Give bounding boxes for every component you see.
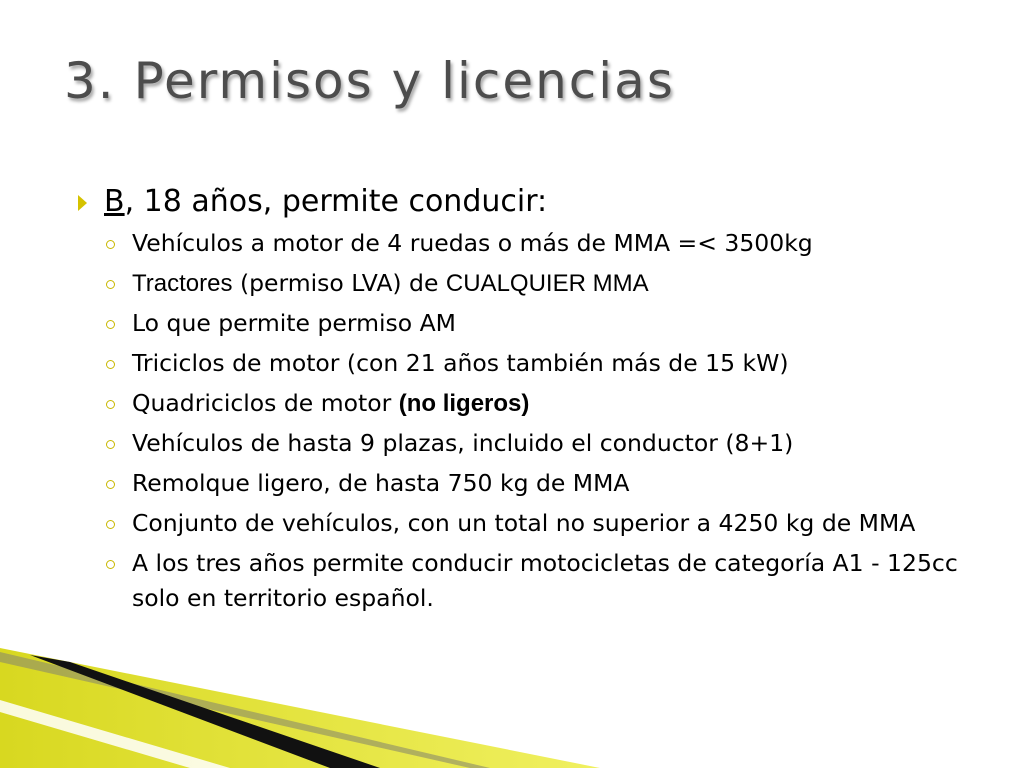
sub-item [76, 266, 976, 301]
sub-item [76, 226, 976, 261]
sub-item-text: Triciclos de motor (con 21 años también más de 15 kW) [132, 349, 789, 377]
sub-item [76, 346, 976, 381]
main-item-text: , 18 años, permite conducir: [124, 184, 548, 219]
sub-item-text: CUALQUIER MMA [445, 270, 649, 297]
gray-wedge [0, 652, 490, 768]
sub-item [76, 426, 976, 461]
white-stripe [0, 700, 230, 768]
circle-bullet-icon [106, 480, 115, 489]
sub-item [76, 306, 976, 341]
content-area [76, 180, 976, 621]
sub-item-text: (permiso LVA) de [232, 269, 446, 297]
page-title: 3. Permisos y licencias [64, 52, 675, 110]
sub-item-text: Quadriciclos de motor [132, 389, 399, 417]
sub-item-text: A los tres años permite conducir motocicletas de categoría A1 - 125cc solo en territorio español. [132, 549, 958, 612]
triangle-bullet-icon [78, 195, 87, 211]
sub-item-text: Tractores [132, 270, 233, 297]
black-stripe [30, 655, 380, 768]
sub-item-text: Conjunto de vehículos, con un total no superior a 4250 kg de MMA [132, 509, 916, 537]
sub-item-text: Lo que permite permiso AM [132, 309, 456, 337]
sub-item-text: (no ligeros) [398, 390, 530, 417]
main-bullet-item [76, 180, 976, 224]
sub-item [76, 466, 976, 501]
sub-item [76, 546, 976, 616]
circle-bullet-icon [106, 320, 115, 329]
license-letter: B [104, 184, 125, 219]
sub-item [76, 386, 976, 421]
circle-bullet-icon [106, 440, 115, 449]
circle-bullet-icon [106, 520, 115, 529]
circle-bullet-icon [106, 560, 115, 569]
circle-bullet-icon [106, 400, 115, 409]
sub-item-list [76, 226, 976, 616]
sub-item-text: Vehículos de hasta 9 plazas, incluido el conductor (8+1) [132, 429, 794, 457]
circle-bullet-icon [106, 240, 115, 249]
circle-bullet-icon [106, 280, 115, 289]
yellow-wedge [0, 648, 600, 768]
circle-bullet-icon [106, 360, 115, 369]
sub-item-text: Vehículos a motor de 4 ruedas o más de MMA =< 3500kg [132, 229, 813, 257]
sub-item-text: Remolque ligero, de hasta 750 kg de MMA [132, 469, 630, 497]
sub-item [76, 506, 976, 541]
